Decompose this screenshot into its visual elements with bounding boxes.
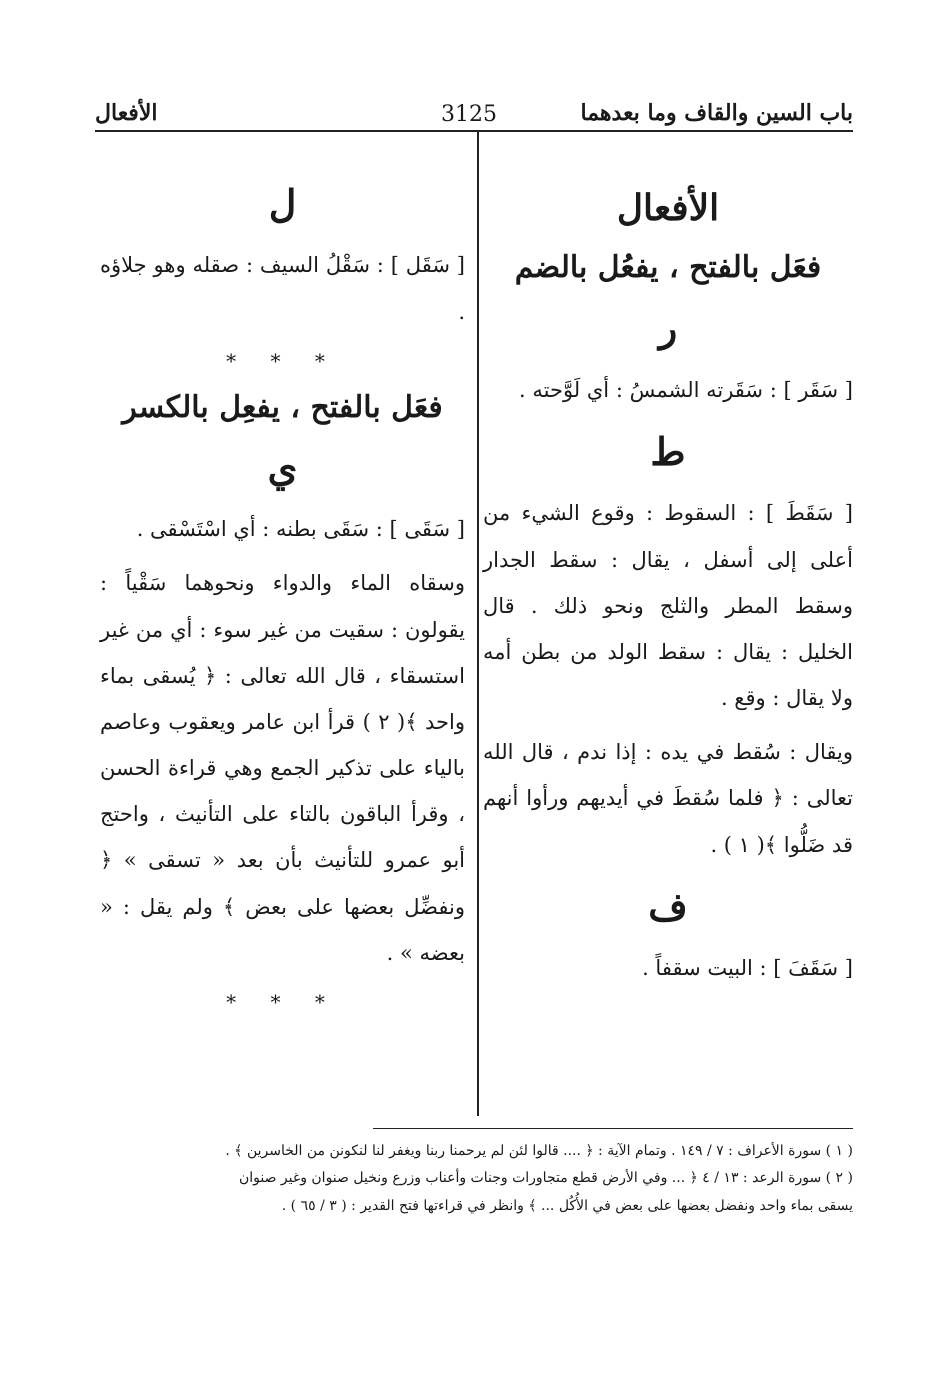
- verb-pattern-heading: فعَل بالفتح ، يفعِل بالكسر: [122, 389, 443, 425]
- running-header-chapter: باب السين والقاف وما بعدهما: [580, 100, 853, 126]
- entry-saqar: [ سَقَر ] : سَقَرته الشمسُ : أي لَوَّحته .: [519, 377, 853, 402]
- entry-saqat: [ سَقَطَ ] : السقوط : وقوع الشيء من أعلى إلى أسفل ، يقال : سقط الجدار وسقط المطر والثلج ونحو ذلك . قال الخليل : يقال : سقط الولد من بطن أمه ولا يقال : وقع .: [483, 501, 853, 711]
- footnotes: [93, 1138, 853, 1220]
- running-header-section: الأفعال: [95, 100, 158, 126]
- footnote-2-continued: يسقى بماء واحد ونفضل بعضها على بعض في الأُكُل ... ﴾ وانظر في قراءتها فتح القدير : ( ٣ / ٦٥ ) .: [281, 1197, 853, 1214]
- entry-saqahu: وسقاه الماء والدواء ونحوهما سَقْياً : يقولون : سقيت من غير سوء : أي من غير استسقاء ، قال الله تعالى : ﴿ يُسقى بماء واحد ﴾( ٢ ) قرأ ابن عامر ويعقوب وعاصم بالياء على تذكير الجمع وهي قراءة الحسن ، وقرأ الباقون بالتاء على التأنيث ، واحتج أبو عمرو للتأنيث بأن بعد « تسقى » ﴿ ونفضِّل بعضها على بعض ﴾ ولم يقل : « بعضه » .: [100, 571, 466, 965]
- letter-heading-fa: ف: [648, 883, 688, 929]
- right-column: [483, 165, 853, 999]
- header-rule: [95, 130, 853, 132]
- entry-saqa: [ سَقَى ] : سَقَى بطنه : أي اسْتَسْقى .: [136, 517, 465, 542]
- letter-heading-ra: ر: [658, 305, 678, 351]
- letter-heading-ya: ي: [267, 444, 298, 490]
- section-separator: * * *: [226, 990, 339, 1015]
- section-separator: * * *: [226, 348, 339, 373]
- left-column: [100, 165, 465, 1028]
- footnote-rule: [373, 1128, 853, 1129]
- letter-heading-lam: ل: [268, 181, 297, 226]
- footnote-1: ( ١ ) سورة الأعراف : ٧ / ١٤٩ . وتمام الآية : ﴿ .... قالوا لئن لم يرحمنا ربنا ويغفر لنا لنكونن من الخاسرين ﴾ .: [225, 1143, 853, 1159]
- entry-saqaf: [ سَقَفَ ] : البيت سقفاً .: [642, 956, 853, 981]
- footnote-2: ( ٢ ) سورة الرعد : ١٣ / ٤ ﴿ ... وفي الأرض قطع متجاورات وجنات وأعناب وزرع ونخيل صنوان وغير صنوان: [238, 1170, 853, 1187]
- letter-heading-ta: ط: [650, 428, 686, 474]
- verb-pattern-heading: فعَل بالفتح ، يفعُل بالضم: [514, 250, 822, 286]
- section-title: الأفعال: [616, 187, 720, 229]
- column-divider: [477, 131, 479, 1116]
- entry-saqal: [ سَقَل ] : سَقْلُ السيف : صقله وهو جلاؤه .: [100, 253, 465, 324]
- page-number: 3125: [441, 102, 497, 127]
- entry-suqit: ويقال : سُقط في يده : إذا ندم ، قال الله تعالى : ﴿ فلما سُقطَ في أيديهم ورأوا أنهم قد ضَلُّوا ﴾( ١ ) .: [483, 740, 853, 857]
